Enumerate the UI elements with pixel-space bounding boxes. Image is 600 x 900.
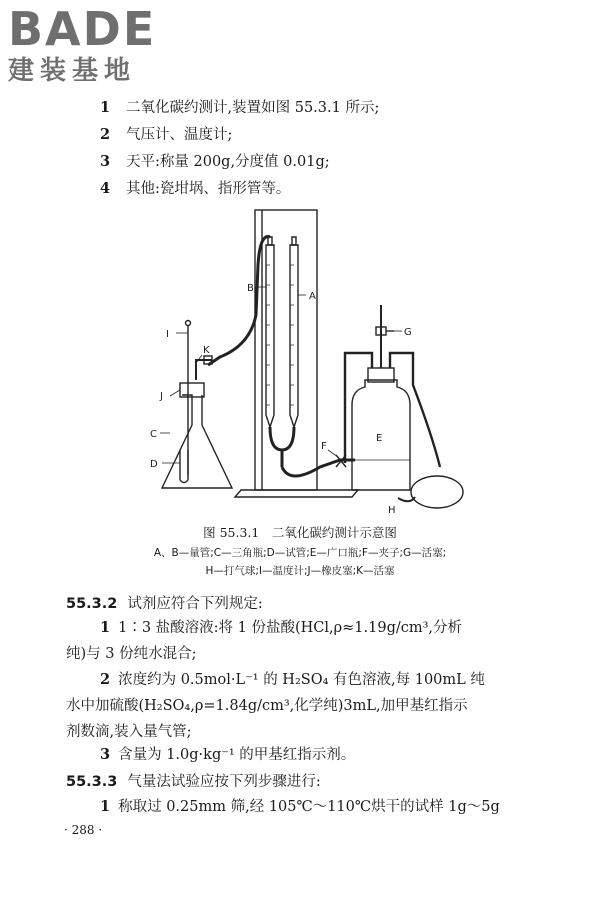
figure-legend-line2: H—打气球;I—温度计;J—橡皮塞;K—活塞	[205, 565, 395, 577]
section-title: 试剂应符合下列规定:	[127, 596, 263, 612]
label-h: H	[388, 505, 396, 515]
paragraph-text: 含量为 1.0g·kg⁻¹ 的甲基红指示剂。	[118, 747, 356, 763]
paragraph	[66, 742, 536, 768]
item-text: 气压计、温度计;	[126, 127, 233, 143]
logo-brand: BADE	[8, 2, 157, 56]
item-text: 二氧化碳约测计,装置如图 55.3.1 所示;	[126, 100, 380, 116]
paragraph-number: 1	[100, 619, 111, 636]
paragraph	[66, 667, 536, 745]
test-tube-d	[180, 450, 188, 483]
flask-c	[162, 395, 232, 488]
paragraph-text: 水中加硫酸(H₂SO₄,ρ=1.84g/cm³,化学纯)3mL,加甲基红指示	[66, 698, 468, 714]
paragraph-text: 称取过 0.25mm 筛,经 105℃～110℃烘干的试样 1g～5g	[118, 799, 500, 815]
label-d: D	[150, 459, 158, 470]
item-text: 天平:称量 200g,分度值 0.01g;	[126, 154, 330, 170]
paragraph-number: 2	[100, 671, 111, 688]
section-number: 55.3.2	[66, 596, 118, 612]
paragraph-number: 1	[100, 798, 111, 815]
logo-subtitle: 建装基地	[8, 56, 137, 86]
base-plate	[235, 490, 358, 497]
section-heading	[66, 592, 263, 613]
paragraph	[66, 615, 536, 667]
label-e: E	[376, 433, 383, 444]
apparatus-diagram	[140, 205, 470, 515]
item-number: 4	[100, 180, 111, 197]
logo	[8, 2, 178, 90]
section-number: 55.3.3	[66, 774, 118, 790]
paragraph-text: 浓度约为 0.5mol·L⁻¹ 的 H₂SO₄ 有色溶液,每 100mL 纯	[118, 672, 485, 688]
paragraph-text: 纯)与 3 份纯水混合;	[66, 646, 197, 662]
label-b: B	[247, 283, 254, 294]
label-k: K	[203, 345, 210, 356]
label-i: I	[166, 329, 169, 340]
page-number: · 288 ·	[64, 823, 103, 837]
list-item	[100, 148, 379, 175]
figure-legend-line1: A、B—量管;C—三角瓶;D—试管;E—广口瓶;F—夹子;G—活塞;	[153, 547, 447, 559]
paragraph	[66, 794, 536, 820]
equipment-list	[100, 94, 379, 202]
label-g: G	[404, 327, 412, 338]
section-title: 气量法试验应按下列步骤进行:	[127, 774, 321, 790]
label-j: J	[160, 391, 163, 402]
label-c: C	[150, 429, 157, 440]
burette-a	[290, 245, 298, 427]
list-item	[100, 94, 379, 121]
item-number: 1	[100, 99, 111, 116]
label-f: F	[321, 441, 327, 452]
paragraph-text: 1∶3 盐酸溶液:将 1 份盐酸(HCl,ρ≈1.19g/cm³,分析	[118, 620, 463, 636]
paragraph-text: 剂数滴,装入量气管;	[66, 724, 192, 740]
bulb-h	[411, 476, 463, 508]
paragraph-number: 3	[100, 746, 111, 763]
section-heading	[66, 770, 321, 791]
item-text: 其他:瓷坩埚、指形管等。	[126, 181, 291, 197]
item-number: 2	[100, 126, 111, 143]
label-a: A	[309, 291, 316, 302]
item-number: 3	[100, 153, 111, 170]
list-item	[100, 175, 379, 202]
list-item	[100, 121, 379, 148]
figure-caption: 图 55.3.1 二氧化碳约测计示意图	[203, 525, 397, 540]
burette-b	[266, 245, 274, 427]
